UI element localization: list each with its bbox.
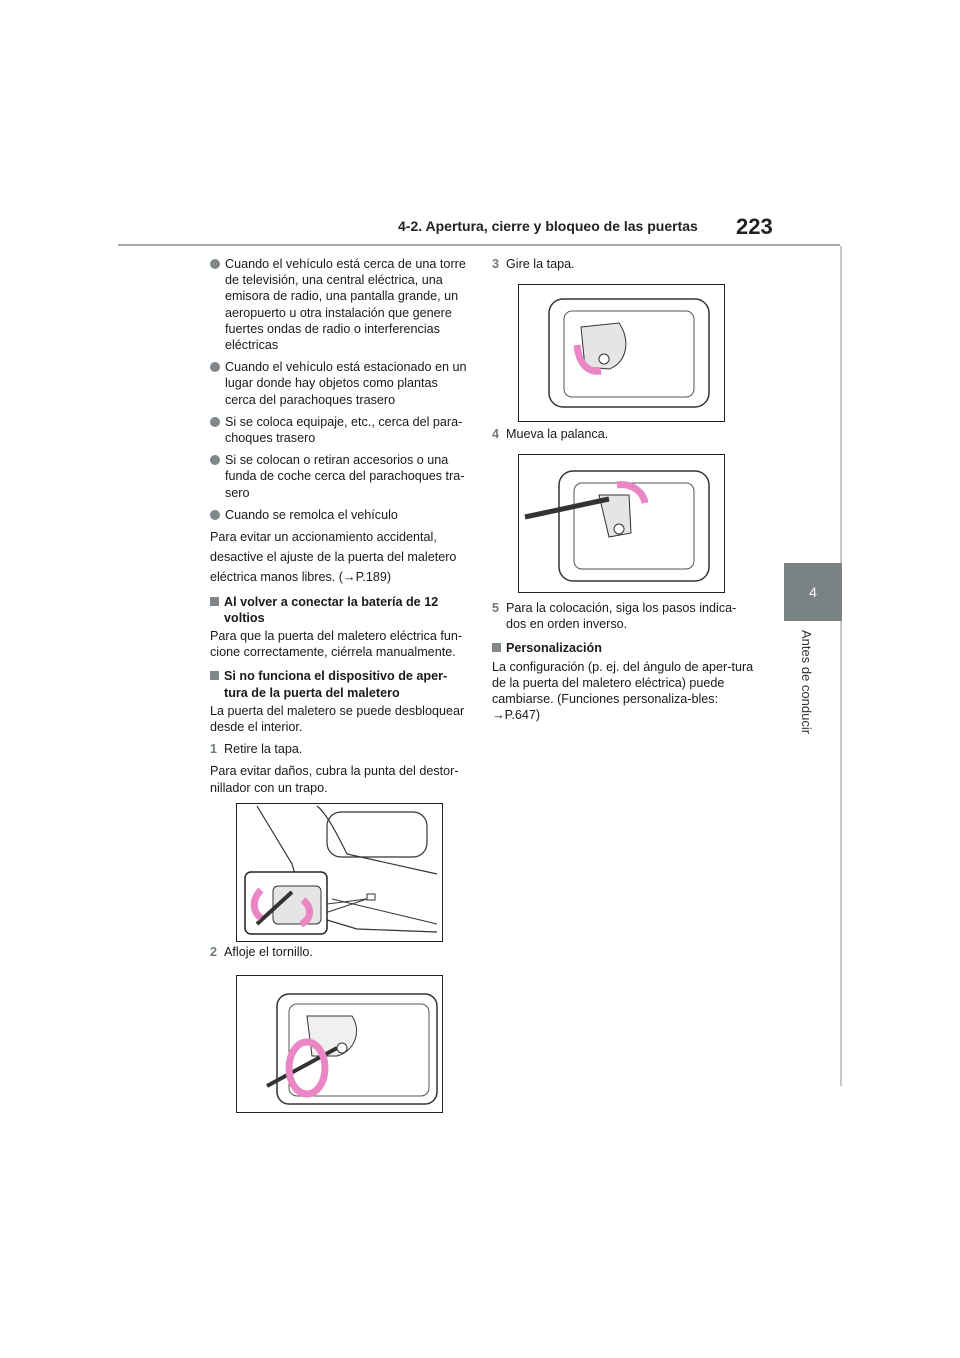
step-text: Retire la tapa. — [224, 742, 303, 757]
step-number: 1 — [210, 742, 218, 757]
left-column — [210, 256, 470, 802]
step-text: Mueva la palanca. — [506, 427, 609, 441]
heading-text: Al volver a conectar la batería de 12 voltios — [224, 594, 439, 625]
step-item — [210, 944, 470, 960]
side-strip — [840, 246, 842, 1086]
header-rule — [118, 244, 840, 246]
bullet-text: Cuando se remolca el vehículo — [225, 507, 398, 522]
figure-loosen-screw — [236, 975, 443, 1113]
step-3 — [492, 256, 752, 278]
figure-move-lever — [518, 454, 725, 593]
note-line: eléctrica manos libres. (→P.189) — [210, 570, 392, 585]
step-number: 4 — [492, 427, 500, 441]
step-text: Afloje el tornillo. — [224, 945, 313, 959]
bullet-dot — [210, 455, 220, 465]
heading-square — [210, 597, 219, 606]
bullet-text: Cuando el vehículo está estacionado en un lugar donde hay objetos como plantas cerca del parachoques trasero — [225, 360, 467, 407]
chapter-label — [798, 630, 818, 760]
section-heading — [210, 668, 470, 700]
screw-illustration — [237, 976, 442, 1112]
bullet-item — [210, 359, 470, 408]
figure-remove-cover — [236, 803, 443, 942]
bullet-item — [210, 507, 470, 523]
step-item — [492, 256, 752, 272]
bullet-item — [210, 414, 470, 446]
step-item — [492, 600, 754, 632]
section-heading — [492, 640, 754, 656]
step-number: 5 — [492, 601, 500, 615]
cover-illustration — [519, 285, 724, 421]
section-title: 4-2. Apertura, cierre y bloqueo de las puertas — [398, 218, 698, 234]
step-number: 2 — [210, 945, 218, 959]
bullet-dot — [210, 362, 220, 372]
bullet-item — [210, 256, 470, 353]
heading-square — [210, 671, 219, 680]
bullet-dot — [210, 259, 220, 269]
step-text: Gire la tapa. — [506, 257, 575, 271]
heading-square — [492, 643, 501, 652]
bullet-dot — [210, 510, 220, 520]
lever-illustration — [519, 455, 724, 592]
step-number: 3 — [492, 257, 500, 271]
section-text: La configuración (p. ej. del ángulo de aper-tura de la puerta del maletero eléctrica) puede cambiarse. (Funciones personaliza-bles: →P.647) — [492, 659, 754, 723]
bullet-dot — [210, 417, 220, 427]
step-note: Para evitar daños, cubra la punta del destor-nillador con un trapo. — [210, 764, 459, 795]
chapter-tab: 4 — [784, 563, 842, 621]
step-item — [210, 741, 470, 757]
step-item — [492, 426, 752, 442]
figure-rotate-cover — [518, 284, 725, 422]
section-text: Para que la puerta del maletero eléctrica fun-cione correctamente, ciérrela manualmente. — [210, 629, 463, 660]
step-2 — [210, 944, 470, 966]
chapter-label-text: Antes de conducir — [799, 630, 814, 735]
bullet-text: Si se colocan o retiran accesorios o una funda de coche cerca del parachoques tra-sero — [225, 453, 465, 500]
bullet-text: Si se coloca equipaje, etc., cerca del para-choques trasero — [225, 414, 463, 446]
note-line: Para evitar un accionamiento accidental, — [210, 530, 437, 545]
heading-text: Si no funciona el dispositivo de aper-tura de la puerta del maletero — [224, 669, 448, 700]
section-text: La puerta del maletero se puede desbloquear desde el interior. — [210, 703, 465, 735]
section-heading — [210, 594, 470, 626]
step-4 — [492, 426, 752, 448]
bullet-text: Cuando el vehículo está cerca de una torre de televisión, una central eléctrica, una emisora de radio, una pantalla grande, un aeropuerto u otra instalación que genere fuertes ondas de radio o interferencias eléctricas — [225, 257, 466, 353]
heading-text: Personalización — [506, 641, 602, 656]
page-number: 223 — [736, 214, 773, 239]
trunk-illustration — [237, 804, 442, 941]
bullet-item — [210, 452, 470, 501]
step-text: Para la colocación, siga los pasos indica-dos en orden inverso. — [506, 601, 737, 632]
note-line: desactive el ajuste de la puerta del maletero — [210, 550, 457, 565]
right-lower-column — [492, 600, 754, 729]
